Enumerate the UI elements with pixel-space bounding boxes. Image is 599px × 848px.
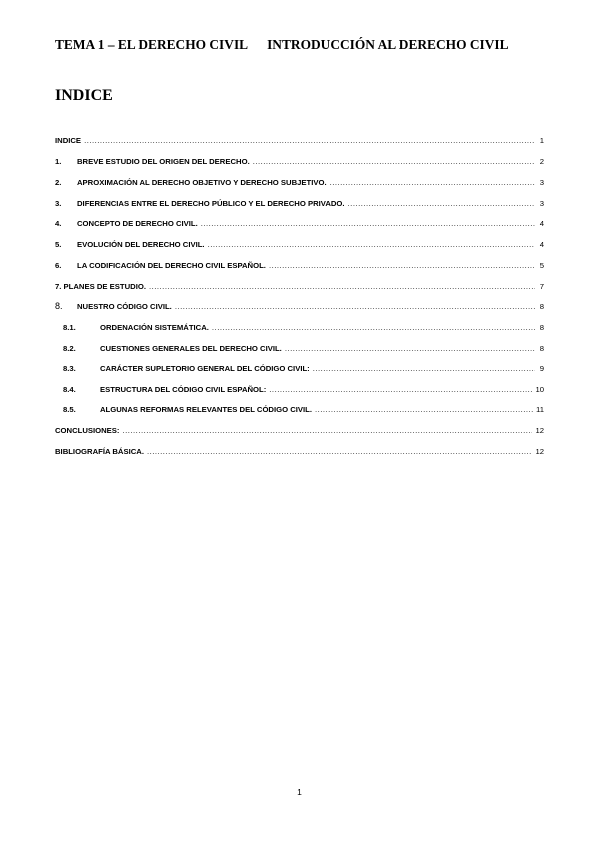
toc-leader	[269, 385, 532, 394]
toc-entry-number: 6.	[55, 261, 62, 270]
toc-leader	[201, 219, 535, 228]
toc-entry-8-1[interactable]	[63, 320, 544, 332]
toc-entry-8[interactable]	[55, 299, 544, 311]
toc-entry-4[interactable]	[55, 216, 544, 228]
toc-entry-number: 5.	[55, 240, 62, 249]
toc-leader	[123, 426, 533, 435]
toc-entry-title: CONCLUSIONES:	[55, 426, 120, 435]
toc-entry-conclusiones[interactable]	[55, 423, 544, 435]
toc-entry-page: 4	[539, 219, 544, 228]
toc-entry-title: 7. PLANES DE ESTUDIO.	[55, 282, 146, 291]
toc-entry-1[interactable]	[55, 154, 544, 166]
toc-entry-page: 1	[539, 136, 544, 145]
toc-entry-number: 8.1.	[63, 323, 76, 332]
toc-entry-page: 10	[535, 385, 544, 394]
toc-leader	[285, 344, 535, 353]
index-heading: INDICE	[55, 87, 113, 104]
toc-entry-title: EVOLUCIÓN DEL DERECHO CIVIL.	[77, 240, 205, 249]
toc-entry-page: 5	[539, 261, 544, 270]
page-number: 1	[297, 787, 302, 797]
toc-leader	[269, 261, 535, 270]
toc-leader	[149, 282, 535, 291]
toc-entry-page: 8	[539, 302, 544, 311]
toc-entry-page: 9	[539, 364, 544, 373]
toc-entry-number: 8.3.	[63, 364, 76, 373]
toc-entry-number: 3.	[55, 199, 62, 208]
toc-entry-title: ALGUNAS REFORMAS RELEVANTES DEL CÓDIGO CIVIL.	[100, 405, 312, 414]
toc-leader	[175, 302, 535, 311]
toc-entry-page: 2	[539, 157, 544, 166]
toc-entry-number: 8.	[55, 301, 63, 311]
toc-entry-page: 11	[536, 405, 544, 414]
toc-entry-page: 8	[539, 344, 544, 353]
toc-entry-title: APROXIMACIÓN AL DERECHO OBJETIVO Y DERECHO SUBJETIVO.	[77, 178, 327, 187]
toc-leader	[208, 240, 535, 249]
toc-entry-number: 8.2.	[63, 344, 76, 353]
toc-entry-title: INDICE	[55, 136, 82, 145]
toc-leader	[330, 178, 535, 187]
toc-entry-title: BREVE ESTUDIO DEL ORIGEN DEL DERECHO.	[77, 157, 250, 166]
toc-entry-title: DIFERENCIAS ENTRE EL DERECHO PÚBLICO Y EL DERECHO PRIVADO.	[77, 199, 345, 208]
toc-entry-title: LA CODIFICACIÓN DEL DERECHO CIVIL ESPAÑOL.	[77, 261, 266, 270]
toc-leader	[84, 136, 535, 145]
toc-entry-page: 3	[539, 178, 544, 187]
toc-entry-7[interactable]	[55, 279, 544, 291]
toc-entry-8-5[interactable]	[63, 402, 544, 414]
toc-entry-page: 8	[539, 323, 544, 332]
toc-leader	[212, 323, 535, 332]
toc-entry-number: 8.5.	[63, 405, 76, 414]
toc-entry-title: CUESTIONES GENERALES DEL DERECHO CIVIL.	[100, 344, 282, 353]
toc-entry-number: 2.	[55, 178, 62, 187]
toc-entry-title: ORDENACIÓN SISTEMÁTICA.	[100, 323, 209, 332]
toc-leader	[348, 199, 535, 208]
toc-entry-number: 8.4.	[63, 385, 76, 394]
toc-leader	[313, 364, 535, 373]
toc-entry-indice[interactable]	[55, 133, 544, 145]
header-topic: TEMA 1 – EL DERECHO CIVIL	[55, 37, 249, 52]
header-subject: INTRODUCCIÓN AL DERECHO CIVIL	[267, 37, 509, 52]
toc-entry-title: BIBLIOGRAFÍA BÁSICA.	[55, 447, 144, 456]
toc-entry-bibliografia[interactable]	[55, 444, 544, 456]
toc-entry-title: CARÁCTER SUPLETORIO GENERAL DEL CÓDIGO CIVIL:	[100, 364, 310, 373]
toc-entry-title: NUESTRO CÓDIGO CIVIL.	[77, 302, 172, 311]
toc-entry-number: 1.	[55, 157, 62, 166]
toc-entry-3[interactable]	[55, 196, 544, 208]
toc-entry-2[interactable]	[55, 175, 544, 187]
toc-entry-page: 3	[539, 199, 544, 208]
toc-leader	[315, 405, 533, 414]
toc-entry-8-3[interactable]	[63, 361, 544, 373]
toc-entry-title: ESTRUCTURA DEL CÓDIGO CIVIL ESPAÑOL:	[100, 385, 267, 394]
toc-leader	[253, 157, 535, 166]
page-header	[55, 37, 555, 53]
toc-entry-8-2[interactable]	[63, 341, 544, 353]
toc-entry-8-4[interactable]	[63, 382, 544, 394]
toc-leader	[147, 447, 532, 456]
toc-entry-page: 12	[535, 426, 544, 435]
toc-entry-number: 4.	[55, 219, 62, 228]
toc-entry-page: 7	[539, 282, 544, 291]
toc-entry-page: 12	[535, 447, 544, 456]
toc-entry-6[interactable]	[55, 258, 544, 270]
toc-entry-title: CONCEPTO DE DERECHO CIVIL.	[77, 219, 198, 228]
toc-entry-page: 4	[539, 240, 544, 249]
toc-entry-5[interactable]	[55, 237, 544, 249]
